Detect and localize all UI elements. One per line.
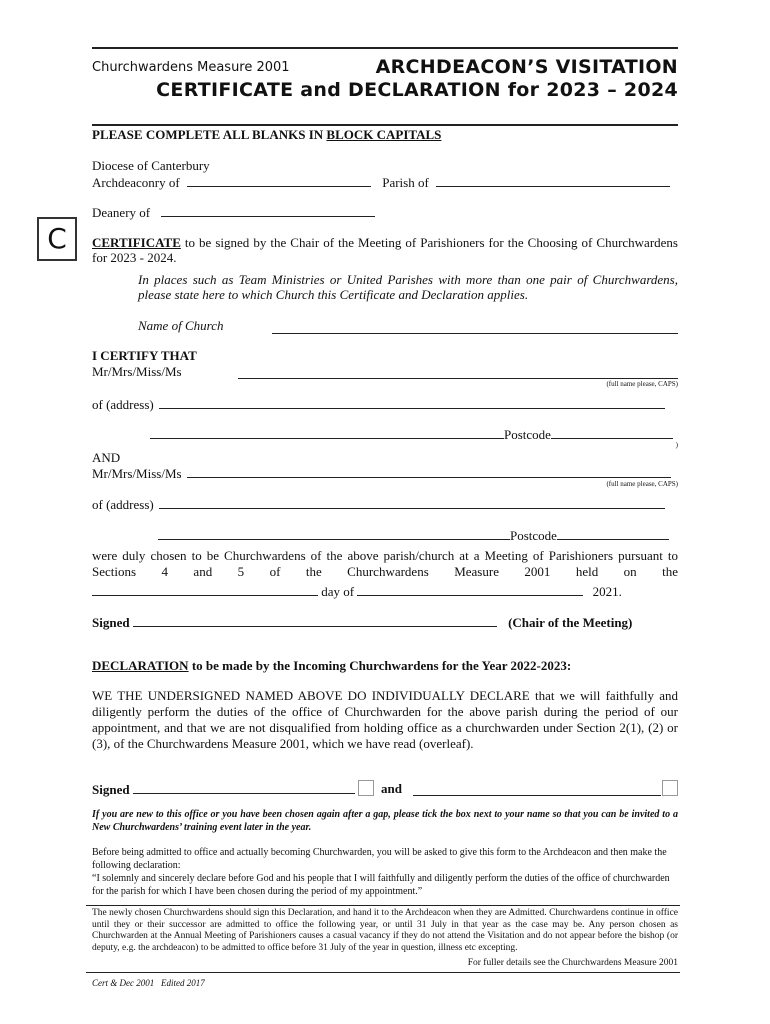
deanery-label: Deanery of — [92, 205, 151, 220]
warden2-new-checkbox[interactable] — [662, 780, 678, 796]
warden1-new-checkbox[interactable] — [358, 780, 374, 796]
bracket-mark: ) — [675, 441, 678, 449]
name-of-church-label: Name of Church — [138, 318, 224, 333]
chair-label: (Chair of the Meeting) — [508, 615, 633, 630]
archdeaconry-row — [92, 174, 682, 191]
declaration-signed-label: Signed — [92, 782, 130, 797]
parish-label: Parish of — [382, 175, 429, 190]
chair-signature-field[interactable] — [133, 614, 497, 627]
address-label-1: of (address) — [92, 397, 154, 412]
measure-label: Churchwardens Measure 2001 — [92, 60, 290, 75]
parish-field[interactable] — [436, 174, 670, 187]
chair-signed-row — [92, 614, 632, 631]
chosen-paragraph: were duly chosen to be Churchwardens of the above parish/church at a Meeting of Parishioners pursuant to Sections 4 and 5 of the Churchwardens Measure 2001 held on the — [92, 548, 678, 579]
top-rule — [92, 47, 678, 49]
header-rule — [92, 124, 678, 126]
archdeaconry-field[interactable] — [187, 174, 371, 187]
address-field-1b[interactable] — [150, 426, 504, 439]
postcode-field-2[interactable] — [557, 527, 669, 540]
warden2-signature-field[interactable] — [413, 783, 661, 796]
full-name-hint-1: (full name please, CAPS) — [606, 380, 678, 388]
page-title: ARCHDEACON’S VISITATION — [375, 56, 678, 78]
warden1-signature-field[interactable] — [133, 781, 355, 794]
before-admitted-text: Before being admitted to office and actually becoming Churchwarden, you will be asked to give this form to the Archdeacon and then make the following declaration: — [92, 847, 667, 871]
i-certify-label: I CERTIFY THAT — [92, 348, 197, 363]
address-field-2[interactable] — [159, 496, 665, 509]
title-label-2: Mr/Mrs/Miss/Ms — [92, 466, 182, 481]
postcode-field-1[interactable] — [551, 426, 673, 439]
postcode-label-2: Postcode — [510, 528, 557, 543]
declaration-heading-row: DECLARATION to be made by the Incoming Churchwardens for the Year 2022-2023: — [92, 658, 572, 673]
edition-note: Cert & Dec 2001 Edited 2017 — [92, 978, 205, 988]
block-capitals: BLOCK CAPITALS — [326, 127, 442, 142]
day-of-label: day of — [321, 584, 355, 599]
meeting-year: 2021. — [592, 584, 622, 599]
address-field-2b[interactable] — [158, 527, 510, 540]
team-ministries-note: In places such as Team Ministries or United Parishes with more than one pair of Churchwardens, please state here to which Church this Certificate and Declaration applies. — [138, 272, 678, 302]
postcode-label-1: Postcode — [504, 427, 551, 442]
postcode-row-2 — [158, 527, 669, 544]
address-field-1[interactable] — [159, 396, 665, 409]
instructions: PLEASE COMPLETE ALL BLANKS IN BLOCK CAPITALS — [92, 127, 442, 142]
fuller-details: For fuller details see the Churchwardens Measure 2001 — [467, 958, 678, 968]
title-label-1: Mr/Mrs/Miss/Ms — [92, 364, 182, 379]
declaration-signed-row — [92, 781, 355, 798]
meeting-day-field[interactable] — [92, 583, 318, 596]
declaration-paragraph: WE THE UNDERSIGNED NAMED ABOVE DO INDIVIDUALLY DECLARE that we will faithfully and diligently perform the duties of the office of Churchwarden for the above parish during the period of our appointment, and that we are not disqualified from holding office as a churchwarden under Section 2(1), (2) or (3), of the Churchwardens Measure 2001, which we have read (overleaf). — [92, 688, 678, 751]
new-warden-note: If you are new to this office or you have been chosen again after a gap, please tick the box next to your name so that you can be invited to a New Churchwardens’ training event later in the year. — [92, 809, 678, 833]
meeting-month-field[interactable] — [357, 583, 583, 596]
deanery-field[interactable] — [161, 204, 375, 217]
page-subtitle: CERTIFICATE and DECLARATION for 2023 – 2024 — [156, 79, 678, 101]
certificate-paragraph: CERTIFICATE to be signed by the Chair of the Meeting of Parishioners for the Choosing of Churchwardens for 2023 - 2024. — [92, 235, 678, 265]
full-name-field-2[interactable] — [187, 465, 671, 478]
address-row-1 — [92, 396, 665, 413]
footer-note: The newly chosen Churchwardens should sign this Declaration, and hand it to the Archdeacon when they are Admitted. Churchwardens continue in office until they or their successor are admitted to office the following year, or until 31 July in that year as the case may be. Any person chosen as Churchwarden at the Annual Meeting of Parishioners causes a casual vacancy if they do not attend the Visitation and do not appear before the bishop (or deputy, e.g. the archdeacon) to be admitted to office before 31 July of the year in question, illness etc excepting. — [92, 908, 678, 953]
diocese-label: Diocese of Canterbury — [92, 158, 210, 173]
address-label-2: of (address) — [92, 497, 154, 512]
section-badge: C — [37, 217, 77, 261]
chair-signed-label: Signed — [92, 615, 130, 630]
deanery-row — [92, 204, 375, 221]
archdeaconry-label: Archdeaconry of — [92, 175, 180, 190]
declaration-and-label: and — [381, 781, 402, 796]
meeting-date-row — [92, 583, 622, 600]
and-label: AND — [92, 450, 121, 465]
oath-text: “I solemnly and sincerely declare before God and his people that I will faithfully and diligently perform the duties of the office of churchwarden for the parish for which I have been chosen during the period of my appointment.” — [92, 873, 670, 897]
full-name-field-1[interactable] — [238, 366, 678, 379]
certificate-heading: CERTIFICATE — [92, 235, 181, 250]
postcode-row-1 — [150, 426, 673, 443]
declaration-heading: DECLARATION — [92, 658, 189, 673]
title-row-2 — [92, 465, 671, 482]
address-row-2 — [92, 496, 665, 513]
name-of-church-field[interactable] — [272, 321, 678, 334]
full-name-hint-2: (full name please, CAPS) — [606, 480, 678, 488]
